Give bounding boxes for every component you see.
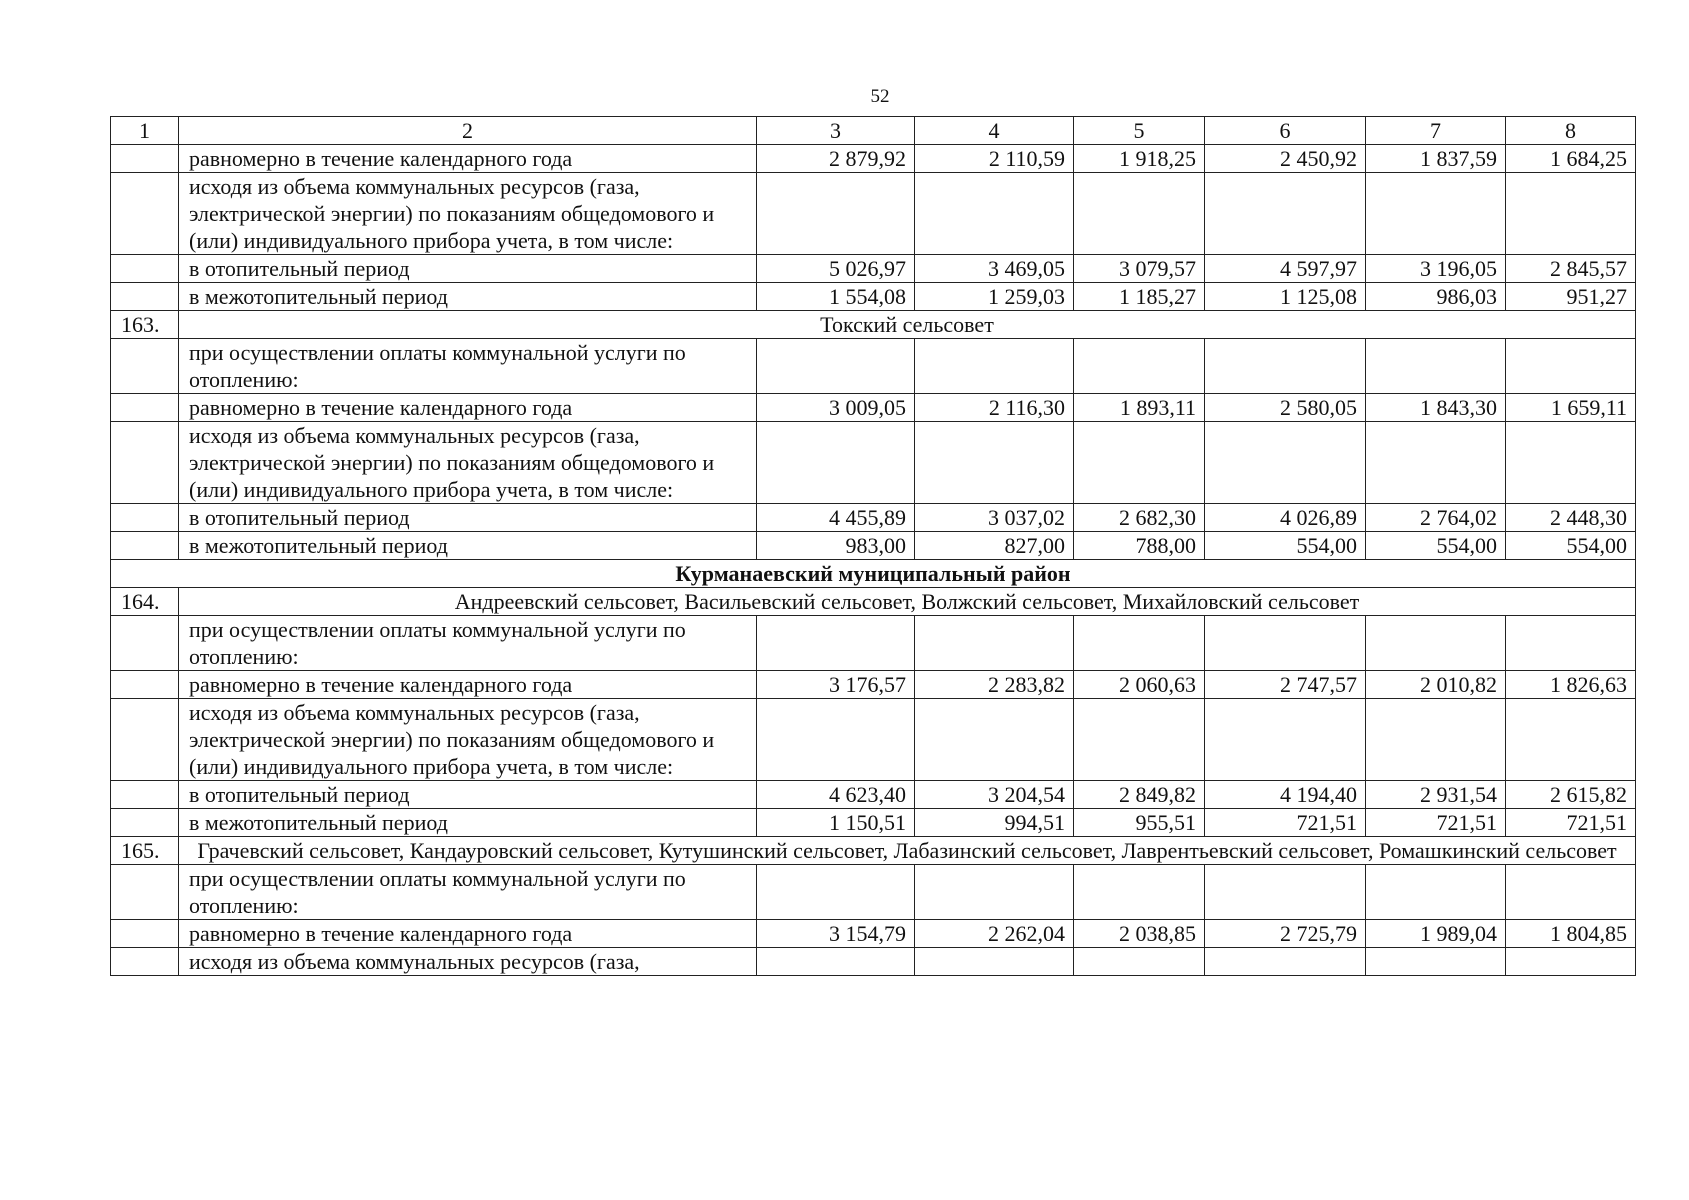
value-cell xyxy=(1205,948,1366,976)
value-cell xyxy=(757,173,915,255)
value-cell: 3 469,05 xyxy=(915,255,1074,283)
value-cell: 1 893,11 xyxy=(1074,394,1205,422)
value-cell: 721,51 xyxy=(1506,809,1636,837)
value-cell: 983,00 xyxy=(757,532,915,560)
row-index xyxy=(111,394,179,422)
tariff-table-wrapper xyxy=(110,116,1635,976)
value-cell: 4 597,97 xyxy=(1205,255,1366,283)
value-cell: 554,00 xyxy=(1205,532,1366,560)
value-cell: 2 682,30 xyxy=(1074,504,1205,532)
row-description: при осуществлении оплаты коммунальной услуги по отоплению: xyxy=(179,616,757,671)
value-cell: 2 010,82 xyxy=(1366,671,1506,699)
value-cell xyxy=(1366,173,1506,255)
value-cell xyxy=(1506,865,1636,920)
value-cell: 1 843,30 xyxy=(1366,394,1506,422)
value-cell xyxy=(1506,173,1636,255)
value-cell xyxy=(1074,422,1205,504)
row-index xyxy=(111,616,179,671)
row-index xyxy=(111,671,179,699)
table-row xyxy=(111,920,1636,948)
value-cell: 5 026,97 xyxy=(757,255,915,283)
value-cell xyxy=(1074,173,1205,255)
table-row xyxy=(111,394,1636,422)
column-number: 1 xyxy=(111,117,179,145)
column-number: 4 xyxy=(915,117,1074,145)
row-description: в межотопительный период xyxy=(179,809,757,837)
value-cell xyxy=(915,339,1074,394)
value-cell: 3 176,57 xyxy=(757,671,915,699)
settlement-title: Грачевский сельсовет, Кандауровский сельсовет, Кутушинский сельсовет, Лабазинский сельсовет, Лаврентьевский сельсовет, Ромашкинский сельсовет xyxy=(179,837,1636,865)
row-description: равномерно в течение календарного года xyxy=(179,394,757,422)
value-cell: 3 079,57 xyxy=(1074,255,1205,283)
row-index xyxy=(111,920,179,948)
table-row xyxy=(111,422,1636,504)
table-row xyxy=(111,948,1636,976)
value-cell: 2 448,30 xyxy=(1506,504,1636,532)
section-row xyxy=(111,837,1636,865)
value-cell: 951,27 xyxy=(1506,283,1636,311)
value-cell xyxy=(1205,865,1366,920)
table-body xyxy=(111,145,1636,976)
value-cell xyxy=(1506,948,1636,976)
table-row xyxy=(111,699,1636,781)
value-cell: 3 154,79 xyxy=(757,920,915,948)
value-cell: 2 725,79 xyxy=(1205,920,1366,948)
table-row xyxy=(111,865,1636,920)
table-row xyxy=(111,616,1636,671)
value-cell: 3 009,05 xyxy=(757,394,915,422)
column-number: 6 xyxy=(1205,117,1366,145)
table-row xyxy=(111,145,1636,173)
district-row xyxy=(111,560,1636,588)
value-cell: 721,51 xyxy=(1205,809,1366,837)
value-cell: 2 845,57 xyxy=(1506,255,1636,283)
value-cell xyxy=(1366,422,1506,504)
value-cell xyxy=(915,699,1074,781)
value-cell xyxy=(1205,616,1366,671)
value-cell: 554,00 xyxy=(1366,532,1506,560)
value-cell: 554,00 xyxy=(1506,532,1636,560)
value-cell: 2 038,85 xyxy=(1074,920,1205,948)
row-index xyxy=(111,504,179,532)
section-row xyxy=(111,588,1636,616)
row-description: равномерно в течение календарного года xyxy=(179,671,757,699)
value-cell: 2 060,63 xyxy=(1074,671,1205,699)
value-cell xyxy=(1205,699,1366,781)
tariff-table xyxy=(110,116,1636,976)
value-cell xyxy=(1205,422,1366,504)
value-cell xyxy=(915,173,1074,255)
value-cell: 955,51 xyxy=(1074,809,1205,837)
value-cell: 4 455,89 xyxy=(757,504,915,532)
value-cell xyxy=(915,865,1074,920)
value-cell xyxy=(1366,699,1506,781)
value-cell: 721,51 xyxy=(1366,809,1506,837)
row-description: исходя из объема коммунальных ресурсов (газа, электрической энергии) по показаниям общедомового и (или) индивидуального прибора учета, в том числе: xyxy=(179,699,757,781)
value-cell: 1 659,11 xyxy=(1506,394,1636,422)
column-number: 3 xyxy=(757,117,915,145)
value-cell xyxy=(1366,865,1506,920)
column-number: 2 xyxy=(179,117,757,145)
column-number: 5 xyxy=(1074,117,1205,145)
value-cell: 1 837,59 xyxy=(1366,145,1506,173)
row-index: 163. xyxy=(111,311,179,339)
row-description: исходя из объема коммунальных ресурсов (газа, электрической энергии) по показаниям общедомового и (или) индивидуального прибора учета, в том числе: xyxy=(179,422,757,504)
value-cell: 2 849,82 xyxy=(1074,781,1205,809)
value-cell: 2 747,57 xyxy=(1205,671,1366,699)
value-cell: 3 196,05 xyxy=(1366,255,1506,283)
value-cell xyxy=(757,948,915,976)
value-cell: 2 262,04 xyxy=(915,920,1074,948)
column-number-row xyxy=(111,117,1636,145)
value-cell xyxy=(1205,339,1366,394)
row-index: 164. xyxy=(111,588,179,616)
row-description: равномерно в течение календарного года xyxy=(179,145,757,173)
value-cell xyxy=(1074,865,1205,920)
value-cell: 1 826,63 xyxy=(1506,671,1636,699)
value-cell xyxy=(1074,699,1205,781)
value-cell: 788,00 xyxy=(1074,532,1205,560)
row-index xyxy=(111,699,179,781)
value-cell xyxy=(757,616,915,671)
value-cell xyxy=(1205,173,1366,255)
value-cell xyxy=(1506,699,1636,781)
value-cell: 4 623,40 xyxy=(757,781,915,809)
value-cell xyxy=(1074,339,1205,394)
value-cell xyxy=(1366,339,1506,394)
row-index xyxy=(111,422,179,504)
value-cell: 2 879,92 xyxy=(757,145,915,173)
table-row xyxy=(111,671,1636,699)
row-description: равномерно в течение календарного года xyxy=(179,920,757,948)
row-description: в межотопительный период xyxy=(179,283,757,311)
value-cell xyxy=(1074,616,1205,671)
value-cell: 1 554,08 xyxy=(757,283,915,311)
row-index xyxy=(111,283,179,311)
row-description: в межотопительный период xyxy=(179,532,757,560)
row-index xyxy=(111,255,179,283)
table-row xyxy=(111,283,1636,311)
value-cell: 2 283,82 xyxy=(915,671,1074,699)
value-cell: 3 037,02 xyxy=(915,504,1074,532)
value-cell xyxy=(915,616,1074,671)
value-cell: 1 989,04 xyxy=(1366,920,1506,948)
table-row xyxy=(111,781,1636,809)
value-cell: 3 204,54 xyxy=(915,781,1074,809)
value-cell: 2 931,54 xyxy=(1366,781,1506,809)
column-number: 7 xyxy=(1366,117,1506,145)
value-cell: 1 684,25 xyxy=(1506,145,1636,173)
row-index xyxy=(111,865,179,920)
value-cell xyxy=(757,339,915,394)
row-index xyxy=(111,948,179,976)
value-cell: 2 450,92 xyxy=(1205,145,1366,173)
row-index xyxy=(111,809,179,837)
value-cell: 4 194,40 xyxy=(1205,781,1366,809)
value-cell: 2 764,02 xyxy=(1366,504,1506,532)
row-description: в отопительный период xyxy=(179,255,757,283)
row-description: исходя из объема коммунальных ресурсов (газа, xyxy=(179,948,757,976)
table-row xyxy=(111,504,1636,532)
value-cell: 1 150,51 xyxy=(757,809,915,837)
row-description: в отопительный период xyxy=(179,504,757,532)
value-cell xyxy=(1074,948,1205,976)
settlement-title: Андреевский сельсовет, Васильевский сельсовет, Волжский сельсовет, Михайловский сельсовет xyxy=(179,588,1636,616)
value-cell: 1 185,27 xyxy=(1074,283,1205,311)
row-description: при осуществлении оплаты коммунальной услуги по отоплению: xyxy=(179,339,757,394)
value-cell: 1 918,25 xyxy=(1074,145,1205,173)
value-cell xyxy=(1366,616,1506,671)
table-row xyxy=(111,255,1636,283)
section-row xyxy=(111,311,1636,339)
value-cell: 2 615,82 xyxy=(1506,781,1636,809)
value-cell: 1 125,08 xyxy=(1205,283,1366,311)
value-cell xyxy=(1366,948,1506,976)
value-cell: 2 580,05 xyxy=(1205,394,1366,422)
value-cell: 1 259,03 xyxy=(915,283,1074,311)
value-cell: 994,51 xyxy=(915,809,1074,837)
value-cell: 827,00 xyxy=(915,532,1074,560)
value-cell: 1 804,85 xyxy=(1506,920,1636,948)
value-cell xyxy=(757,865,915,920)
district-title: Курманаевский муниципальный район xyxy=(111,560,1636,588)
row-index: 165. xyxy=(111,837,179,865)
value-cell xyxy=(1506,422,1636,504)
row-description: исходя из объема коммунальных ресурсов (газа, электрической энергии) по показаниям общедомового и (или) индивидуального прибора учета, в том числе: xyxy=(179,173,757,255)
row-description: в отопительный период xyxy=(179,781,757,809)
value-cell xyxy=(915,948,1074,976)
value-cell: 986,03 xyxy=(1366,283,1506,311)
value-cell xyxy=(757,699,915,781)
settlement-title: Токский сельсовет xyxy=(179,311,1636,339)
value-cell xyxy=(1506,339,1636,394)
value-cell xyxy=(757,422,915,504)
table-row xyxy=(111,532,1636,560)
table-row xyxy=(111,809,1636,837)
row-index xyxy=(111,532,179,560)
value-cell: 4 026,89 xyxy=(1205,504,1366,532)
value-cell: 2 116,30 xyxy=(915,394,1074,422)
table-row xyxy=(111,173,1636,255)
column-number: 8 xyxy=(1506,117,1636,145)
row-index xyxy=(111,781,179,809)
table-row xyxy=(111,339,1636,394)
row-index xyxy=(111,173,179,255)
page-number: 52 xyxy=(870,86,890,107)
value-cell xyxy=(915,422,1074,504)
row-description: при осуществлении оплаты коммунальной услуги по отоплению: xyxy=(179,865,757,920)
value-cell: 2 110,59 xyxy=(915,145,1074,173)
value-cell xyxy=(1506,616,1636,671)
row-index xyxy=(111,339,179,394)
row-index xyxy=(111,145,179,173)
